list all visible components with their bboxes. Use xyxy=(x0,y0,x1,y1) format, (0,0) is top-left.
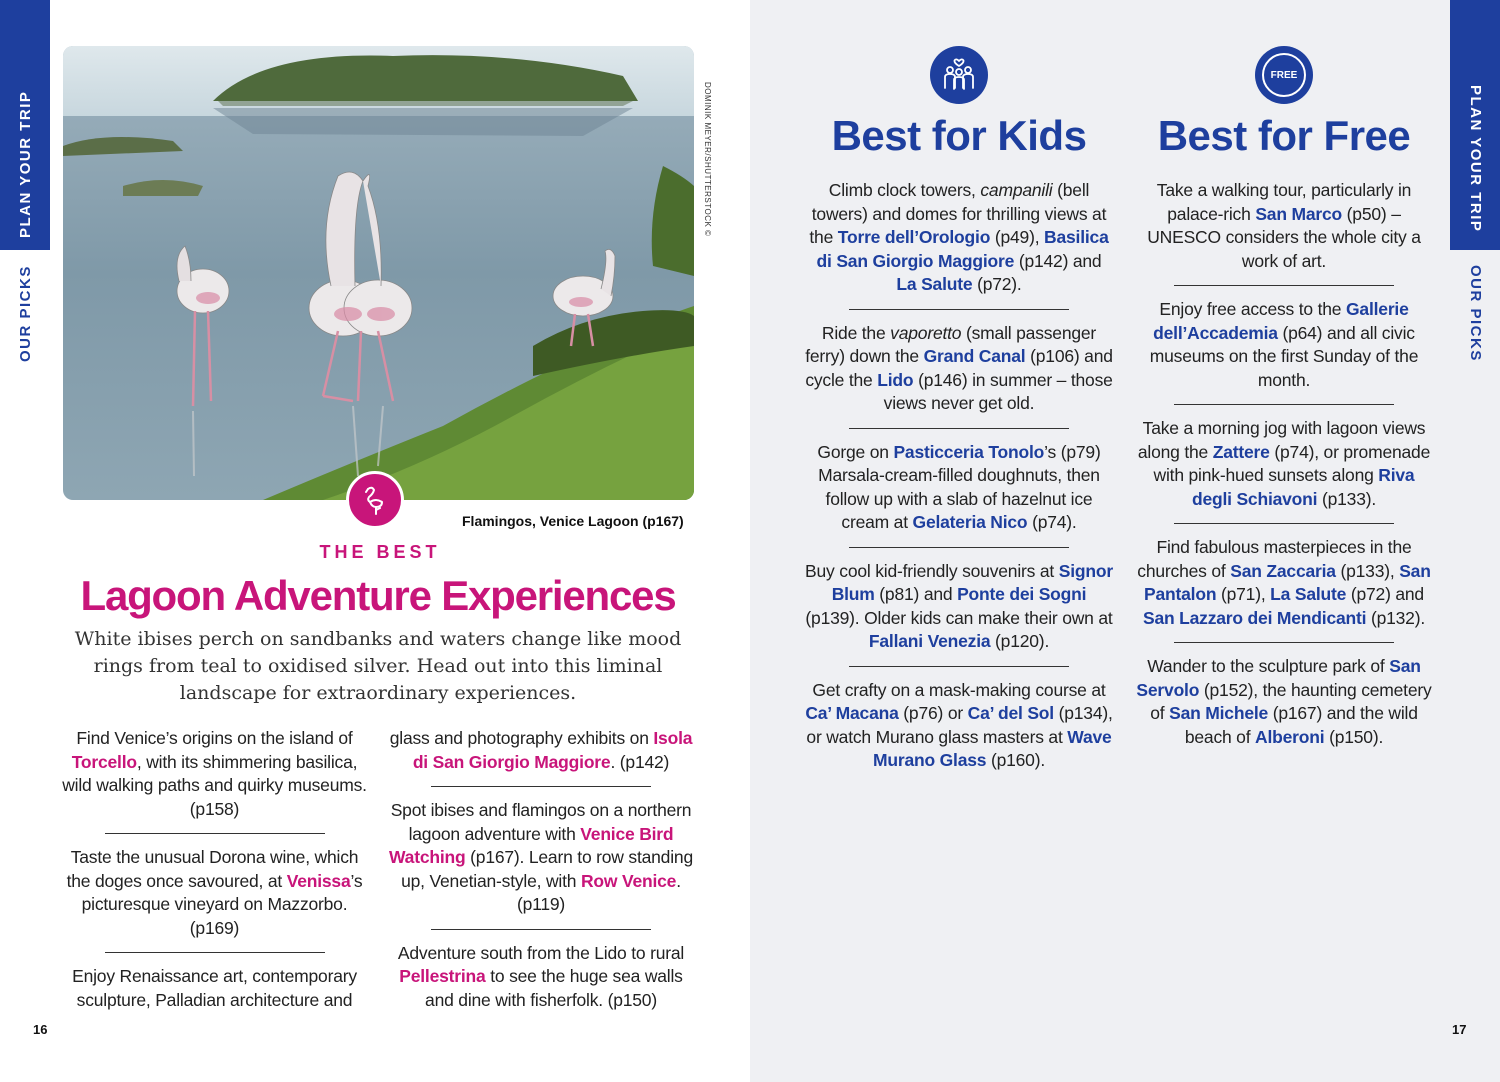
free-icon xyxy=(1255,46,1313,104)
list-item xyxy=(1133,298,1435,392)
text-run: Ride the xyxy=(821,322,891,343)
place-link[interactable]: Venice Bird Watching xyxy=(389,823,674,867)
divider xyxy=(849,428,1069,429)
text-run: glass and photography exhibits on xyxy=(389,728,654,748)
list-item xyxy=(1133,417,1435,511)
text-run: (p134), or watch Murano glass masters at xyxy=(806,703,1113,747)
text-run: (p72) and xyxy=(1346,584,1424,604)
section-tab-right[interactable] xyxy=(1450,0,1500,250)
flamingo-icon xyxy=(346,471,404,529)
right-page xyxy=(750,0,1500,1082)
place-link[interactable]: Ponte dei Sogni xyxy=(957,584,1087,604)
place-link[interactable]: San Pantalon xyxy=(1144,560,1431,604)
divider xyxy=(105,952,325,953)
text-run: (p72). xyxy=(972,274,1022,294)
place-link[interactable]: La Salute xyxy=(1270,584,1347,604)
text-run: ’s picturesque vineyard on Mazzorbo. (p169) xyxy=(81,870,363,938)
text-run: (p142) and xyxy=(1014,250,1102,271)
text-run: (p133), xyxy=(1335,560,1400,581)
left-column xyxy=(62,727,367,1012)
text-run: (p50) – UNESCO considers the whole city a work of art. xyxy=(1147,203,1421,271)
page-title: Lagoon Adventure Experiences xyxy=(80,572,676,619)
place-link[interactable]: Basilica di San Giorgio Maggiore xyxy=(816,227,1109,271)
place-link[interactable]: San Zaccaria xyxy=(1230,560,1336,581)
italic-term: vaporetto xyxy=(890,322,962,343)
photo-caption: Flamingos, Venice Lagoon (p167) xyxy=(462,513,684,529)
place-link[interactable]: Gelateria Nico xyxy=(912,512,1028,532)
list-item xyxy=(386,942,696,1013)
list-item xyxy=(805,441,1113,535)
text-run: Climb clock towers, xyxy=(828,180,981,200)
divider xyxy=(431,929,651,930)
text-run: (p167) and the wild beach of xyxy=(1184,703,1418,747)
flamingo-photo xyxy=(63,46,694,500)
place-link[interactable]: Signor Blum xyxy=(831,560,1113,604)
text-run: (p167). Learn to row standing up, Venetian-style, with xyxy=(401,847,693,891)
divider xyxy=(849,547,1069,548)
text-run: (small passenger ferry) down the xyxy=(805,322,1097,366)
section-tab[interactable] xyxy=(0,0,50,250)
text-run: (p152), the haunting cemetery of xyxy=(1150,679,1432,723)
divider xyxy=(849,309,1069,310)
page-number: 16 xyxy=(33,1022,48,1037)
text-run: Taste the unusual Dorona wine, which the doges once savoured, at xyxy=(66,847,359,891)
place-link[interactable]: Row Venice xyxy=(580,870,677,891)
place-link[interactable]: San Lazzaro dei Mendicanti xyxy=(1142,607,1367,628)
text-run: (p139). Older kids can make their own at xyxy=(805,607,1113,628)
subsection-tab-label[interactable]: OUR PICKS xyxy=(17,265,34,362)
best-for-free-title: Best for Free xyxy=(1157,112,1411,159)
place-link[interactable]: Venissa xyxy=(286,870,351,891)
text-run: Take a morning jog with lagoon views along the xyxy=(1137,418,1426,462)
place-link[interactable]: Lido xyxy=(877,369,914,390)
intro-paragraph: White ibises perch on sandbanks and waters change like mood rings from teal to oxidised silver. Head out into this liminal landscape for extraordinary experiences. xyxy=(74,628,682,704)
photo-credit: DOMINIK MEYER/SHUTTERSTOCK © xyxy=(703,82,712,237)
text-run: Wander to the sculpture park of xyxy=(1147,656,1390,676)
place-link[interactable]: Torcello xyxy=(71,751,137,772)
place-link[interactable]: Torre dell’Orologio xyxy=(837,227,991,247)
text-run: . (p119) xyxy=(516,870,681,914)
subsection-tab-right-label[interactable]: OUR PICKS xyxy=(1467,265,1484,362)
list-item xyxy=(1133,536,1435,630)
text-run: (p106) and cycle the xyxy=(805,346,1113,390)
place-link[interactable]: Wave Murano Glass xyxy=(872,726,1112,770)
place-link[interactable]: Isola di San Giorgio Maggiore xyxy=(412,728,693,772)
page-number-right: 17 xyxy=(1452,1022,1467,1037)
text-run: (bell towers) and domes for thrilling views at the xyxy=(809,180,1107,247)
best-for-kids-title: Best for Kids xyxy=(831,112,1087,159)
divider xyxy=(849,666,1069,667)
text-run: Enjoy Renaissance art, contemporary sculpture, Palladian architecture and xyxy=(72,966,357,1010)
list-item xyxy=(805,560,1113,654)
right-column xyxy=(386,727,696,1012)
text-run: (p64) and all civic museums on the first Sunday of the month. xyxy=(1149,322,1419,390)
text-run: (p49), xyxy=(990,227,1045,247)
place-link[interactable]: Alberoni xyxy=(1255,726,1325,747)
place-link[interactable]: Ca’ Macana xyxy=(805,703,899,723)
list-item xyxy=(805,679,1113,773)
text-run: Get crafty on a mask-making course at xyxy=(812,679,1106,700)
section-tab-label: PLAN YOUR TRIP xyxy=(17,90,34,238)
text-run: Take a walking tour, particularly in palace-rich xyxy=(1156,180,1412,224)
place-link[interactable]: Zattere xyxy=(1212,441,1270,462)
text-run: (p76) or xyxy=(898,703,968,723)
divider xyxy=(431,786,651,787)
text-run: (p81) and xyxy=(874,584,958,604)
place-link[interactable]: San Marco xyxy=(1255,203,1343,224)
list-item xyxy=(805,179,1113,297)
free-icon-label: FREE xyxy=(1262,53,1306,97)
list-item xyxy=(386,799,696,917)
divider xyxy=(105,833,325,834)
text-run: (p146) in summer – those views never get old. xyxy=(883,369,1113,413)
text-run: . (p142) xyxy=(610,751,670,772)
place-link[interactable]: Ca’ del Sol xyxy=(967,703,1054,723)
divider xyxy=(1174,642,1394,643)
place-link[interactable]: Pellestrina xyxy=(399,966,486,986)
place-link[interactable]: Gallerie dell’Accademia xyxy=(1153,299,1409,343)
text-run: Enjoy free access to the xyxy=(1159,299,1347,319)
text-run: Spot ibises and flamingos on a northern lagoon adventure with xyxy=(390,800,692,844)
place-link[interactable]: Riva degli Schiavoni xyxy=(1191,465,1415,509)
text-run: Find fabulous masterpieces in the churches of xyxy=(1137,537,1412,581)
text-run: (p74). xyxy=(1027,512,1077,532)
list-item xyxy=(1133,179,1435,273)
list-item xyxy=(386,727,696,774)
text-run: (p160). xyxy=(986,750,1046,770)
text-run: to see the huge sea walls and dine with fisherfolk. (p150) xyxy=(425,966,683,1010)
place-link[interactable]: Pasticceria Tonolo xyxy=(893,441,1045,462)
place-link[interactable]: San Michele xyxy=(1169,703,1269,723)
divider xyxy=(1174,523,1394,524)
text-run: (p71), xyxy=(1216,584,1271,604)
place-link[interactable]: Grand Canal xyxy=(923,346,1026,366)
text-run: (p120). xyxy=(990,631,1050,651)
divider xyxy=(1174,285,1394,286)
section-tab-right-label: PLAN YOUR TRIP xyxy=(1467,85,1484,233)
text-run: ’s (p79) Marsala-cream-filled doughnuts, then follow up with a slab of hazelnut ice cream at xyxy=(818,441,1101,532)
divider xyxy=(1174,404,1394,405)
text-run: Adventure south from the Lido to rural xyxy=(397,942,685,963)
family-icon xyxy=(930,46,988,104)
list-item xyxy=(62,965,367,1012)
list-item xyxy=(805,322,1113,416)
kids-column xyxy=(805,179,1113,773)
text-run: Gorge on xyxy=(817,441,894,462)
place-link[interactable]: La Salute xyxy=(896,274,973,294)
text-run: (p133). xyxy=(1317,488,1377,509)
place-link[interactable]: San Servolo xyxy=(1136,656,1421,700)
list-item xyxy=(62,846,367,940)
list-item xyxy=(62,727,367,821)
place-link[interactable]: Fallani Venezia xyxy=(868,631,991,651)
text-run: Buy cool kid-friendly souvenirs at xyxy=(805,560,1059,581)
italic-term: campanili xyxy=(980,180,1053,200)
text-run: (p74), or promenade with pink-hued sunsets along xyxy=(1153,441,1431,485)
text-run: Find Venice’s origins on the island of xyxy=(76,728,353,748)
text-run: (p132). xyxy=(1366,607,1426,628)
free-column xyxy=(1133,179,1435,749)
list-item xyxy=(1133,655,1435,749)
text-run: (p150). xyxy=(1324,726,1384,747)
kicker: THE BEST xyxy=(319,542,441,562)
text-run: , with its shimmering basilica, wild walking paths and quirky museums. (p158) xyxy=(62,751,367,819)
